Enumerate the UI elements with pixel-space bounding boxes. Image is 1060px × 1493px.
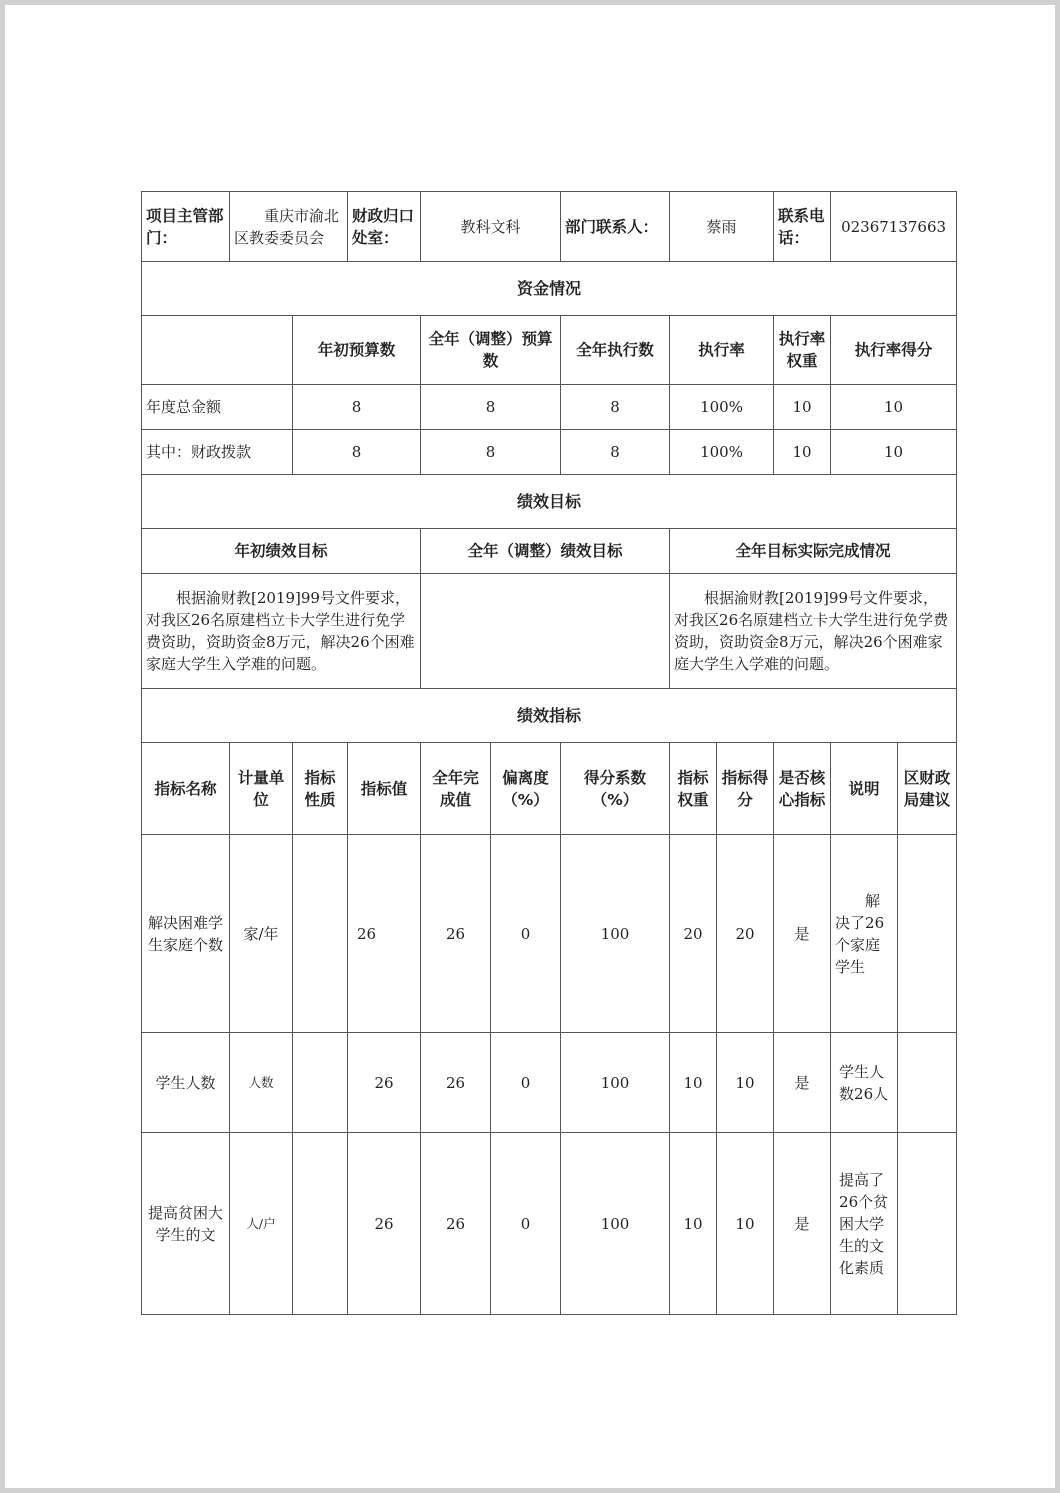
goals-col-initial: 年初绩效目标: [142, 529, 421, 574]
funds-cell: 8: [293, 430, 421, 475]
funds-cell: 8: [421, 385, 561, 430]
dept-label: 项目主管部门：: [142, 192, 230, 262]
funds-cell: 10: [831, 385, 957, 430]
indicator-coef: 100: [561, 1133, 670, 1315]
indicator-score: 10: [717, 1033, 774, 1133]
funds-cell: 10: [774, 385, 831, 430]
indicator-done: 26: [421, 1033, 491, 1133]
indicator-note: 解决了26个家庭学生: [831, 835, 898, 1033]
indicators-col: 区财政局建议: [898, 743, 957, 835]
funds-row-label: 年度总金额: [142, 385, 293, 430]
indicator-coef: 100: [561, 835, 670, 1033]
phone-value: 02367137663: [831, 192, 957, 262]
goals-header-row: [142, 529, 957, 574]
indicators-col: 计量单位: [230, 743, 293, 835]
goals-actual-text: 根据渝财教[2019]99号文件要求，对我区26名原建档立卡大学生进行免学费资助，资助资金8万元，解决26个困难家庭大学生入学难的问题。: [670, 574, 957, 689]
funds-cell: 8: [561, 385, 670, 430]
goals-col-adjusted: 全年（调整）绩效目标: [421, 529, 670, 574]
indicator-core: 是: [774, 1033, 831, 1133]
header-row: [142, 192, 957, 262]
indicator-advice: [898, 835, 957, 1033]
funds-col-score: 执行率得分: [831, 316, 957, 385]
indicator-advice: [898, 1033, 957, 1133]
indicator-unit: 家/年: [230, 835, 293, 1033]
funds-cell: 8: [421, 430, 561, 475]
indicator-target: 26: [348, 1033, 421, 1133]
phone-label: 联系电话：: [774, 192, 831, 262]
indicators-col: 指标性质: [293, 743, 348, 835]
indicator-coef: 100: [561, 1033, 670, 1133]
indicator-weight: 20: [670, 835, 717, 1033]
funds-col-executed: 全年执行数: [561, 316, 670, 385]
indicator-nature: [293, 1133, 348, 1315]
indicators-col: 偏离度（%）: [491, 743, 561, 835]
funds-corner-cell: [142, 316, 293, 385]
indicator-nature: [293, 1033, 348, 1133]
funds-col-adjusted: 全年（调整）预算数: [421, 316, 561, 385]
indicator-done: 26: [421, 835, 491, 1033]
finance-label: 财政归口处室：: [348, 192, 421, 262]
indicators-header-row: [142, 743, 957, 835]
indicator-score: 10: [717, 1133, 774, 1315]
document-page: [5, 5, 1055, 1488]
indicator-row: [142, 835, 957, 1033]
indicator-deviation: 0: [491, 1133, 561, 1315]
indicators-col: 全年完成值: [421, 743, 491, 835]
indicators-col: 指标权重: [670, 743, 717, 835]
goals-content-row: [142, 574, 957, 689]
funds-row-total: [142, 385, 957, 430]
funds-col-initial: 年初预算数: [293, 316, 421, 385]
indicators-col: 是否核心指标: [774, 743, 831, 835]
indicator-weight: 10: [670, 1133, 717, 1315]
indicator-row: [142, 1133, 957, 1315]
funds-cell: 100%: [670, 385, 774, 430]
funds-row-fiscal: [142, 430, 957, 475]
indicator-note: 提高了26个贫困大学生的文化素质: [831, 1133, 898, 1315]
indicator-weight: 10: [670, 1033, 717, 1133]
contact-value: 蔡雨: [670, 192, 774, 262]
funds-cell: 8: [561, 430, 670, 475]
indicator-unit: 人数: [230, 1033, 293, 1133]
indicator-target: 26: [348, 835, 421, 1033]
finance-value: 教科文科: [421, 192, 561, 262]
goals-initial-text: 根据渝财教[2019]99号文件要求，对我区26名原建档立卡大学生进行免学费资助，资助资金8万元，解决26个困难家庭大学生入学难的问题。: [142, 574, 421, 689]
contact-label: 部门联系人：: [561, 192, 670, 262]
funds-cell: 10: [774, 430, 831, 475]
indicator-core: 是: [774, 835, 831, 1033]
funds-cell: 8: [293, 385, 421, 430]
indicators-col: 指标名称: [142, 743, 230, 835]
performance-form-table: [141, 191, 957, 1315]
indicator-nature: [293, 835, 348, 1033]
indicators-col: 指标得分: [717, 743, 774, 835]
indicator-row: [142, 1033, 957, 1133]
indicator-unit: 人/户: [230, 1133, 293, 1315]
funds-header-row: [142, 316, 957, 385]
indicators-col: 得分系数（%）: [561, 743, 670, 835]
indicator-deviation: 0: [491, 1033, 561, 1133]
indicator-core: 是: [774, 1133, 831, 1315]
funds-col-rate: 执行率: [670, 316, 774, 385]
indicator-advice: [898, 1133, 957, 1315]
indicators-col: 说明: [831, 743, 898, 835]
indicator-name: 学生人数: [142, 1033, 230, 1133]
indicator-deviation: 0: [491, 835, 561, 1033]
indicators-section-title: 绩效指标: [142, 689, 957, 743]
funds-section-title: 资金情况: [142, 262, 957, 316]
indicators-col: 指标值: [348, 743, 421, 835]
indicator-name: 解决困难学生家庭个数: [142, 835, 230, 1033]
funds-row-label: 其中：财政拨款: [142, 430, 293, 475]
indicator-done: 26: [421, 1133, 491, 1315]
funds-col-weight: 执行率权重: [774, 316, 831, 385]
dept-value: 重庆市渝北区教委委员会: [230, 192, 348, 262]
goals-col-actual: 全年目标实际完成情况: [670, 529, 957, 574]
indicator-note: 学生人数26人: [831, 1033, 898, 1133]
indicator-score: 20: [717, 835, 774, 1033]
indicator-name: 提高贫困大学生的文: [142, 1133, 230, 1315]
funds-cell: 100%: [670, 430, 774, 475]
indicator-target: 26: [348, 1133, 421, 1315]
goals-section-title: 绩效目标: [142, 475, 957, 529]
goals-adjusted-text: [421, 574, 670, 689]
funds-cell: 10: [831, 430, 957, 475]
